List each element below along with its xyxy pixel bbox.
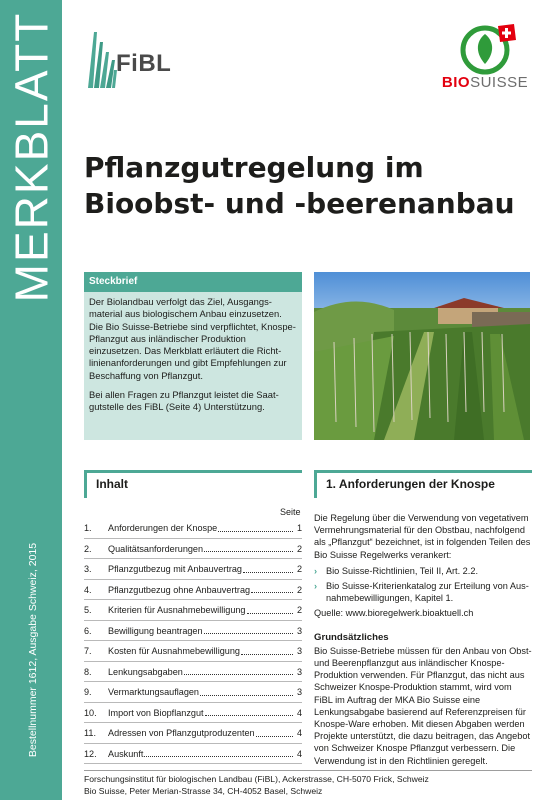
bullet-chevron-icon: › [314, 565, 318, 576]
steckbrief-paragraph: Bei allen Fragen zu Pflanzgut leistet die Saatgutstelle des FiBL (Seite 4) Unterstützung. [89, 389, 279, 413]
merkblatt-label: MERKBLATT [5, 11, 58, 303]
steckbrief-heading: Steckbrief [84, 272, 302, 292]
footer-divider [84, 770, 532, 771]
page-title: Pflanzgutregelung im Bioobst- und -beerenanbau [84, 151, 515, 220]
biosuisse-wordmark: BIOSUISSE [441, 74, 529, 91]
toc-item[interactable]: 10. Import von Biopflanzgut 4 [84, 703, 302, 724]
bullet-chevron-icon: › [314, 581, 318, 592]
section-1-paragraph: Bio Suisse-Betriebe müssen für den Anbau von Obst- und Beerenpflanzgut aus inländischer Knospe-Produktion verwenden. Für Pflanzgut, das nicht aus Schweizer Knospe-Produktion stammt, wird vom FiBL im Auftrag der MKA Bio Suisse eine Lenkungsabgabe basierend auf Referenzpreisen für Knospe-Ware erhoben. Mit diesen Abgaben werden Projekte unterstützt, die dazu beitragen, das Angebot von Schweizer Knospe Pflanzgut verbessern. Die Verwendung ist in den Richtlinien geregelt. [314, 645, 532, 766]
list-item: › Bio Suisse-Richtlinien, Teil II, Art. 2.2. [314, 565, 478, 576]
toc-item[interactable]: 6. Bewilligung beantragen 3 [84, 621, 302, 642]
list-item: › Bio Suisse-Kriterienkatalog zur Erteilung von Ausnahmebewilligungen, Kapitel 1. [314, 581, 529, 604]
toc-item[interactable]: 9. Vermarktungsauflagen 3 [84, 682, 302, 703]
section-1-body [314, 512, 532, 771]
subheading-grundsaetzliches: Grundsätzliches [314, 631, 389, 643]
toc-page-column-label: Seite [280, 507, 301, 517]
toc-item[interactable]: 1. Anforderungen der Knospe 1 [84, 518, 302, 539]
steckbrief-box [84, 272, 302, 440]
edition-label: Bestellnummer 1612, Ausgabe Schweiz, 2015 [27, 542, 39, 758]
toc-item[interactable]: 12. Auskunft 4 [84, 744, 302, 765]
section-1-intro: Die Regelung über die Verwendung von vegetativem Vermehrungsmaterial für den Obstbau, nachfolgend als „Pflanzgut“ bezeichnet, ist in folgenden Teilen des Bio Suisse Regelwerks verankert: [314, 513, 531, 560]
toc-item[interactable]: 2. Qualitätsanforderungen 2 [84, 539, 302, 560]
toc-item[interactable]: 7. Kosten für Ausnahmebewilligung 3 [84, 641, 302, 662]
toc-item[interactable]: 11. Adressen von Pflanzgutproduzenten 4 [84, 723, 302, 744]
table-of-contents [84, 518, 302, 764]
swiss-cross-icon [498, 24, 516, 42]
toc-item[interactable]: 8. Lenkungsabgaben 3 [84, 662, 302, 683]
orchard-photo [314, 272, 530, 440]
section-1-header: 1. Anforderungen der Knospe [314, 470, 532, 498]
toc-item[interactable]: 3. Pflanzgutbezug mit Anbauvertrag 2 [84, 559, 302, 580]
steckbrief-paragraph: Der Biolandbau verfolgt das Ziel, Ausgangsmaterial aus biologischem Anbau einzusetzen. Die Bio Suisse-Betriebe sind verpflichtet, Knospe-Pflanzgut aus inländischer Produktion einzusetzen. Das Merkblatt erläutert die Richtlinienanforderungen und gibt Empfehlungen zur Beschaffung von Pflanzgut. [89, 296, 296, 381]
fibl-wordmark: FiBL [116, 50, 172, 77]
footer-address: Forschungsinstitut für biologischen Landbau (FiBL), Ackerstrasse, CH-5070 Frick, Schweiz Bio Suisse, Peter Merian-Strasse 34, CH-4052 Basel, Schweiz [84, 774, 429, 796]
toc-item[interactable]: 5. Kriterien für Ausnahmebewilligung 2 [84, 600, 302, 621]
toc-item[interactable]: 4. Pflanzgutbezug ohne Anbauvertrag 2 [84, 580, 302, 601]
source-link[interactable]: Quelle: www.bioregelwerk.bioaktuell.ch [314, 608, 474, 619]
toc-header: Inhalt [84, 470, 302, 498]
